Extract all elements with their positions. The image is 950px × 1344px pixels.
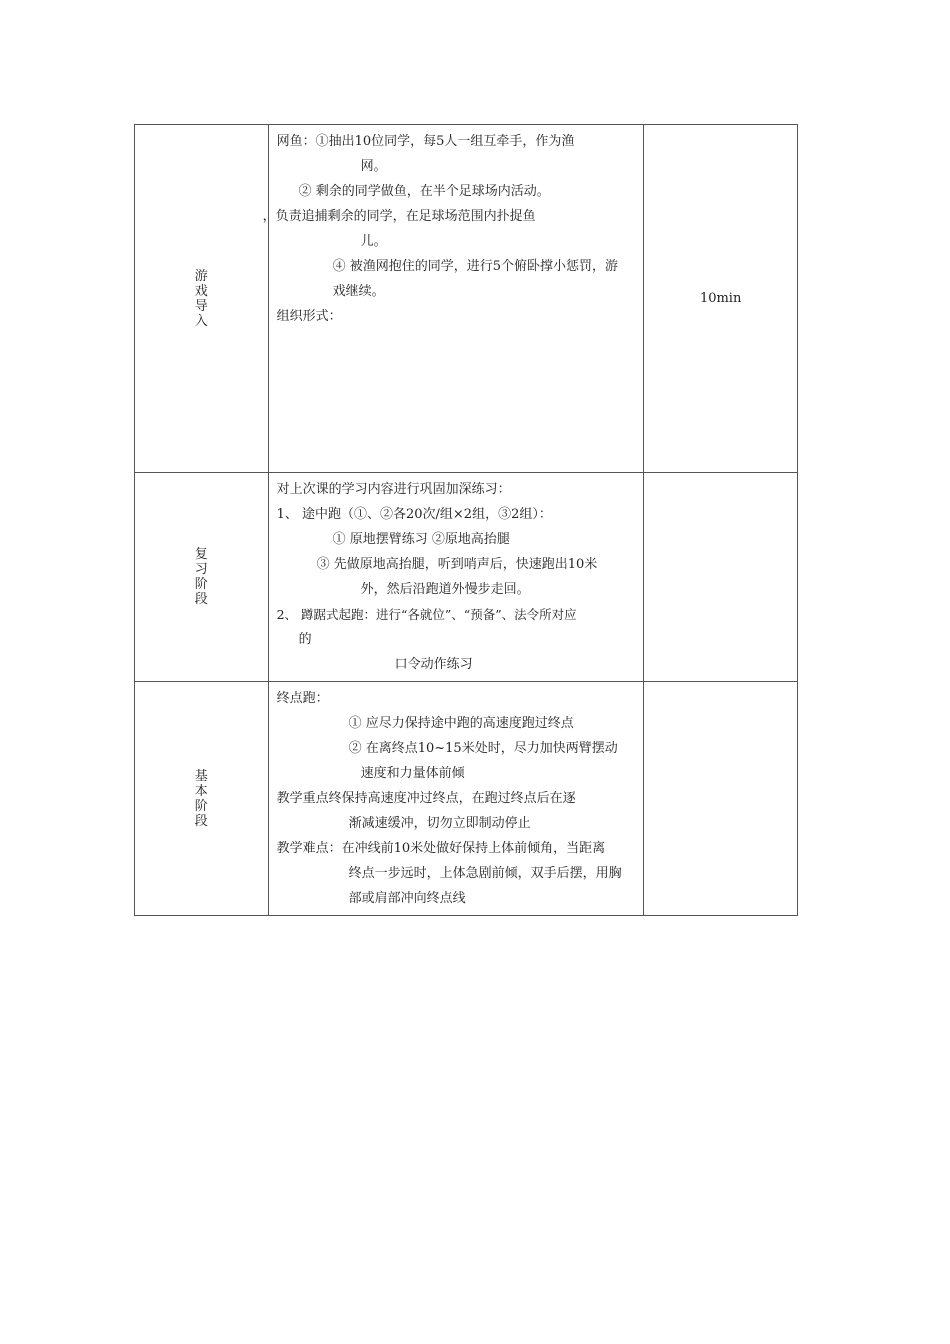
table-row — [135, 682, 798, 916]
content-line: 渐减速缓冲，切勿立即制动停止 — [348, 816, 531, 831]
stage-label: 游戏导入 — [194, 268, 208, 329]
time-cell — [644, 473, 798, 682]
stage-cell — [135, 473, 269, 682]
content-cell — [268, 473, 644, 682]
content-line: 教学重点终保持高速度冲过终点，在跑过终点后在逐 — [276, 791, 576, 806]
content-line: 戏继续。 — [332, 284, 385, 299]
content-line: 组织形式： — [276, 309, 342, 324]
stage-label: 复习阶段 — [194, 547, 208, 607]
stage-label: 基本阶段 — [194, 768, 208, 829]
content-line: ① 应尽力保持途中跑的高速度跑过终点 — [348, 716, 574, 731]
content-line: 终点一步远时，上体急剧前倾，双手后摆，用胸 — [348, 866, 622, 881]
content-line: ② 剩余的同学做鱼，在半个足球场内活动。 — [298, 184, 550, 199]
content-line: 教学难点：在冲线前10米处做好保持上体前倾角，当距离 — [276, 841, 606, 856]
content-cell — [262, 125, 644, 473]
content-cell — [268, 682, 644, 916]
content-block — [269, 682, 644, 915]
time-value: 10min — [699, 291, 742, 306]
content-line: 终点跑： — [276, 691, 329, 706]
stage-cell — [135, 682, 269, 916]
content-block — [269, 473, 644, 681]
content-line: 的 — [298, 632, 312, 647]
content-line: 速度和力量体前倾 — [360, 766, 465, 781]
content-line: ，负责追捕剩余的同学，在足球场范围内扑捉鱼 — [262, 209, 536, 224]
content-line: 2、 蹲踞式起跑：进行“各就位”、“预备”、法令所对应 — [276, 607, 577, 622]
content-line: 儿。 — [360, 234, 387, 249]
table-row — [135, 125, 798, 473]
content-line: ④ 被渔网抱住的同学，进行5个俯卧撑小惩罚，游 — [332, 259, 618, 274]
content-line: 外，然后沿跑道外慢步走回。 — [360, 582, 530, 597]
table-row — [135, 473, 798, 682]
time-cell — [644, 125, 798, 473]
lesson-plan-table — [134, 124, 798, 916]
stage-cell — [135, 125, 269, 473]
content-line: 部或肩部冲向终点线 — [348, 891, 466, 906]
content-line: ① 原地摆臂练习 ②原地高抬腿 — [332, 532, 510, 547]
content-line: ② 在离终点10~15米处时，尽力加快两臂摆动 — [348, 741, 618, 756]
content-line: 网。 — [360, 159, 387, 174]
content-line: 网鱼：①抽出10位同学，每5人一组互牵手，作为渔 — [276, 134, 575, 149]
content-line: 口令动作练习 — [394, 657, 473, 672]
content-line: 对上次课的学习内容进行巩固加深练习： — [276, 482, 511, 497]
time-cell — [644, 682, 798, 916]
content-block — [262, 125, 644, 333]
content-line: ③ 先做原地高抬腿，听到哨声后，快速跑出10米 — [316, 557, 598, 572]
content-line: 1、 途中跑（①、②各20次/组×2组，③2组）： — [276, 507, 552, 522]
